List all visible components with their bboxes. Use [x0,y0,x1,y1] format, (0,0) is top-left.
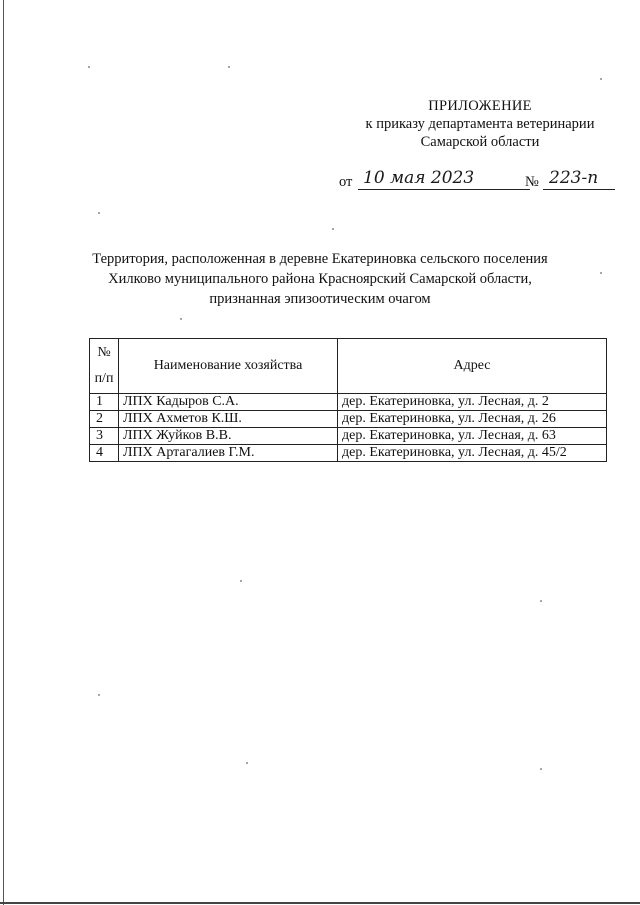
scan-speck [246,762,248,764]
order-date-number-line [339,170,619,194]
scan-speck [240,580,242,582]
header-household-name: Наименование хозяйства [119,339,338,394]
table-row [90,411,607,428]
row-number: 1 [90,394,119,411]
appendix-title: ПРИЛОЖЕНИЕ [428,98,532,114]
table-row [90,428,607,445]
order-date-handwritten: 10 мая 2023 [363,168,475,188]
scan-speck [98,694,100,696]
date-underline [358,189,530,190]
scan-speck [540,768,542,770]
document-title-line-1: Территория, расположенная в деревне Екатериновка сельского поселения [92,251,548,267]
appendix-region: Самарской области [420,134,540,150]
order-number-handwritten: 223-п [549,168,599,188]
row-number: 2 [90,411,119,428]
scan-speck [228,66,230,68]
row-number: 4 [90,445,119,462]
row-number: 3 [90,428,119,445]
appendix-order-reference: к приказу департамента ветеринарии [365,116,595,132]
document-title-line-2: Хилково муниципального района Красноярский Самарской области, [108,271,532,287]
scan-speck [600,78,602,80]
header-number-pp: п/п [94,371,114,386]
appendix-header [330,97,630,151]
table-header-row [90,339,607,394]
table-row [90,394,607,411]
table-row [90,445,607,462]
scan-speck [88,66,90,68]
document-title-line-3: признанная эпизоотическим очагом [209,291,431,307]
row-household-name: ЛПХ Кадыров С.А. [119,394,338,411]
scan-speck [600,272,602,274]
row-address: дер. Екатериновка, ул. Лесная, д. 26 [338,411,607,428]
row-address: дер. Екатериновка, ул. Лесная, д. 45/2 [338,445,607,462]
number-underline [543,189,615,190]
scan-speck [180,318,182,320]
row-household-name: ЛПХ Ахметов К.Ш. [119,411,338,428]
row-household-name: ЛПХ Артагалиев Г.М. [119,445,338,462]
scan-speck [332,228,334,230]
scan-speck [98,212,100,214]
document-title [60,249,580,309]
header-number [90,339,119,394]
scan-left-edge [3,0,4,905]
row-household-name: ЛПХ Жуйков В.В. [119,428,338,445]
header-address: Адрес [338,339,607,394]
scan-speck [540,600,542,602]
households-table [89,338,607,462]
order-from-label: от [339,174,353,190]
order-number-label: № [525,174,539,190]
row-address: дер. Екатериновка, ул. Лесная, д. 2 [338,394,607,411]
header-number-symbol: № [97,345,111,360]
row-address: дер. Екатериновка, ул. Лесная, д. 63 [338,428,607,445]
scan-bottom-edge [0,902,640,904]
